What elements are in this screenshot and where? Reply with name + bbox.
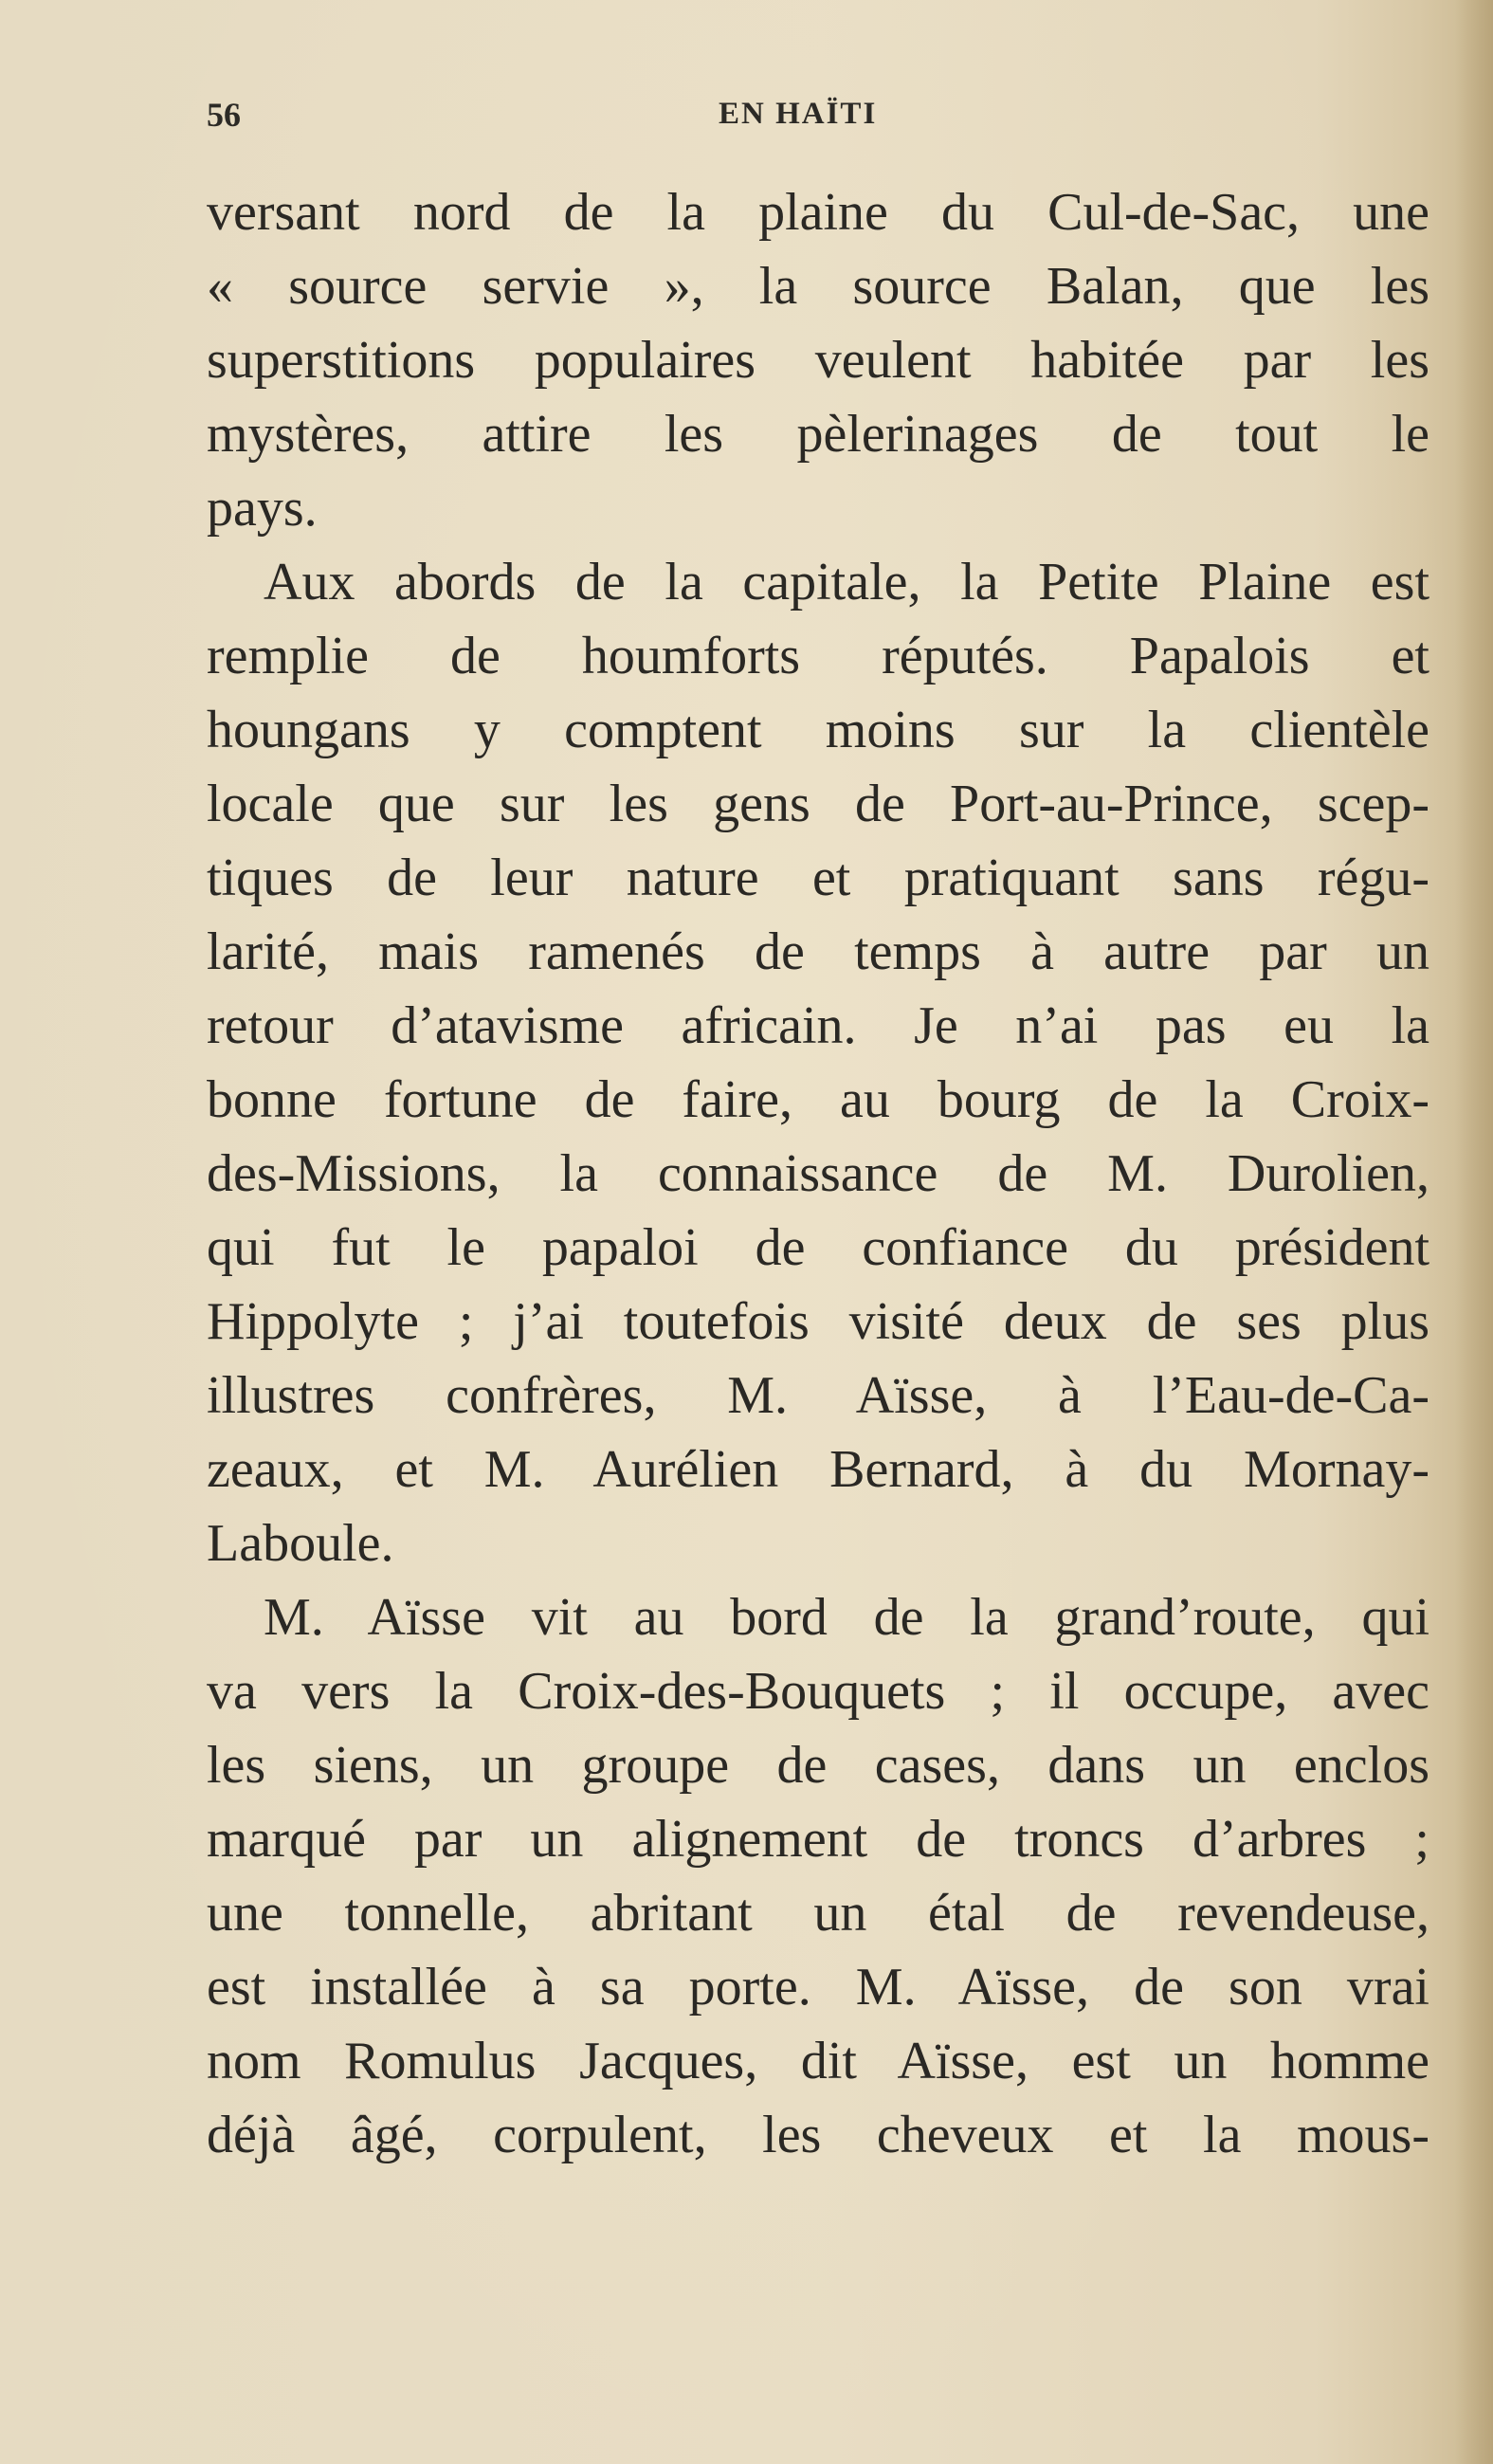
text-line: mystères, attire les pèlerinages de tout le [207,405,1429,464]
text-line: nom Romulus Jacques, dit Aïsse, est un homme [207,2032,1429,2090]
text-line: déjà âgé, corpulent, les cheveux et la mous- [207,2106,1429,2164]
text-line: remplie de houmforts réputés. Papalois et [207,627,1429,685]
text-line: locale que sur les gens de Port-au-Prince, scep- [207,775,1429,833]
text-line: zeaux, et M. Aurélien Bernard, à du Mornay- [207,1440,1429,1499]
text-line: va vers la Croix-des-Bouquets ; il occupe, avec [207,1662,1429,1721]
text-line: Aux abords de la capitale, la Petite Plaine est [264,553,1429,611]
text-line: « source servie », la source Balan, que les [207,257,1429,316]
page-number: 56 [207,96,241,134]
text-line: Hippolyte ; j’ai toutefois visité deux de ses plus [207,1292,1429,1351]
text-line: des-Missions, la connaissance de M. Durolien, [207,1144,1429,1203]
text-line: Laboule. [207,1514,394,1573]
text-line: marqué par un alignement de troncs d’arbres ; [207,1810,1429,1869]
text-line: bonne fortune de faire, au bourg de la Croix- [207,1070,1429,1129]
page-header [207,95,1429,142]
text-line: une tonnelle, abritant un étal de revendeuse, [207,1884,1429,1943]
text-line: houngans y comptent moins sur la clientèle [207,701,1429,759]
text-line: illustres confrères, M. Aïsse, à l’Eau-de-Ca- [207,1366,1429,1425]
text-line: versant nord de la plaine du Cul-de-Sac, une [207,183,1429,242]
text-line: larité, mais ramenés de temps à autre par un [207,922,1429,981]
text-line: tiques de leur nature et pratiquant sans régu- [207,849,1429,907]
text-line: est installée à sa porte. M. Aïsse, de son vrai [207,1958,1429,2017]
text-line: superstitions populaires veulent habitée par les [207,331,1429,390]
text-line: les siens, un groupe de cases, dans un enclos [207,1736,1429,1795]
page-edge-shadow [1455,0,1493,2464]
text-line: pays. [207,479,318,538]
text-line: retour d’atavisme africain. Je n’ai pas eu la [207,996,1429,1055]
text-line: qui fut le papaloi de confiance du président [207,1218,1429,1277]
body-text [207,175,1429,2172]
text-line: M. Aïsse vit au bord de la grand’route, qui [264,1588,1429,1647]
running-head: EN HAÏTI [719,97,878,131]
